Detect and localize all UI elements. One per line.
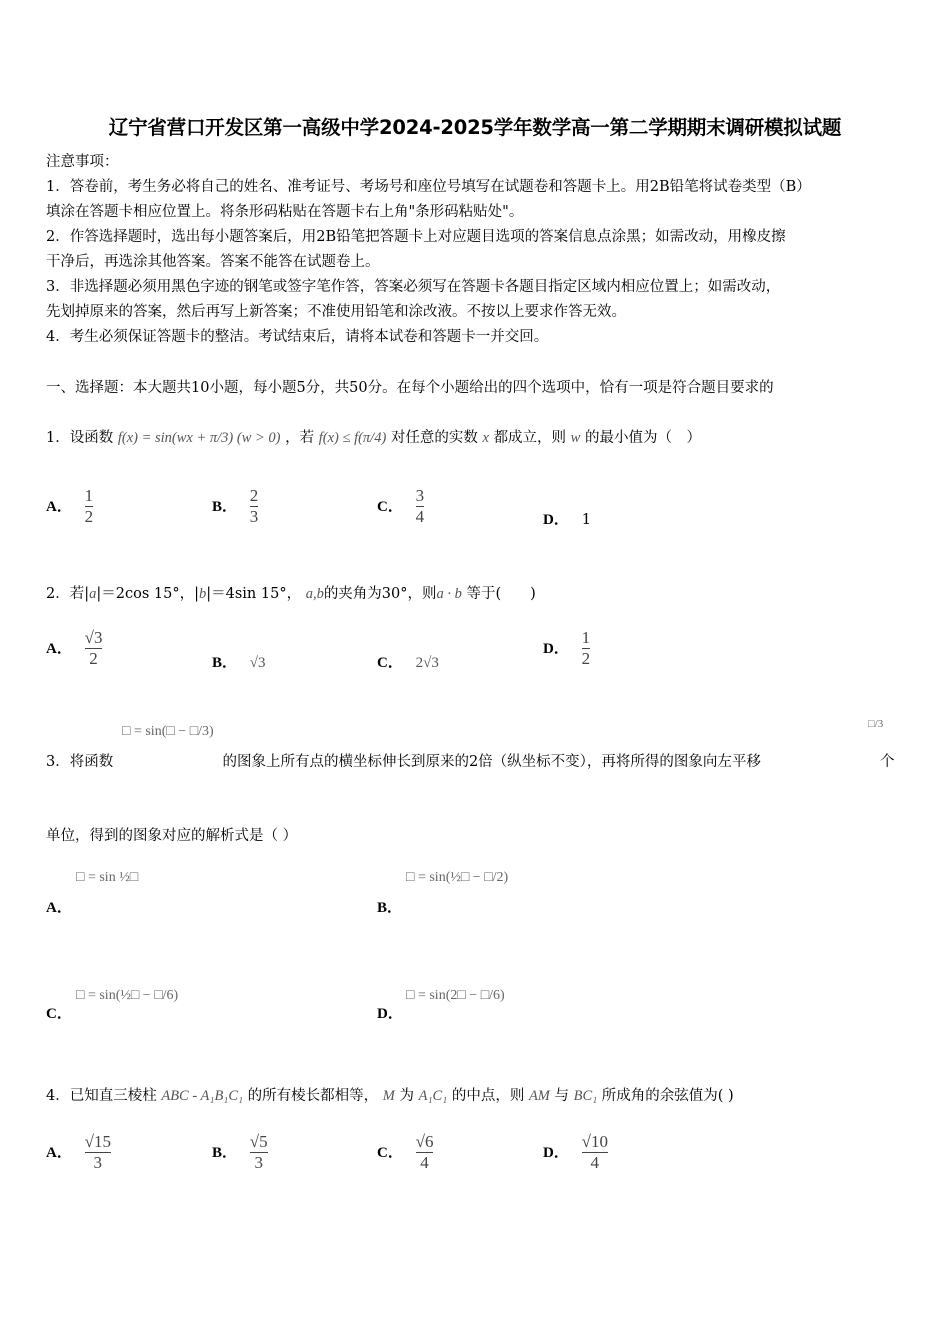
q4-text: 的中点，则: [451, 1088, 525, 1104]
fraction: $\frac{√6}{4}$: [415, 1132, 434, 1172]
q3-option-c[interactable]: [46, 1002, 80, 1023]
q3-option-c-formula: □ = sin(½□ − □/6): [76, 988, 179, 1003]
notice-heading: 注意事项：: [46, 154, 119, 170]
notice-line: 先划掉原来的答案，然后再写上新答案；不准使用铅笔和涂改液。不按以上要求作答无效。: [46, 304, 626, 320]
q3-option-a[interactable]: [46, 896, 80, 917]
q2-text: 2．若|: [46, 586, 90, 602]
section-heading: 一、选择题：本大题共10小题，每小题5分，共50分。在每个小题给出的四个选项中，恰有一项是符合题目要求的: [46, 380, 774, 396]
q4-text: 的所有棱长都相等，: [247, 1088, 379, 1104]
option-label: B．: [212, 498, 238, 515]
q1-inequality-formula: f(x) ≤ f(π/4): [318, 430, 387, 446]
notice-line: 干净后，再选涂其他答案。答案不能答在试题卷上。: [46, 254, 380, 270]
question-3: [46, 750, 761, 771]
q2-option-c[interactable]: [377, 651, 439, 672]
option-label: D．: [543, 512, 569, 528]
option-label: C．: [377, 498, 403, 515]
q1-option-b[interactable]: [212, 486, 258, 527]
q3-option-b[interactable]: [377, 896, 410, 917]
notice-line: 3．非选择题必须用黑色字迹的钢笔或签字笔作答，答案必须写在答题卡各题目指定区域内相应位置上；如需改动，: [46, 279, 781, 295]
fraction: $\frac{1}{2}$: [581, 628, 591, 668]
option-label: C．: [377, 655, 403, 671]
dot-product: a · b: [436, 586, 462, 602]
q4-option-c[interactable]: [377, 1132, 433, 1173]
q1-text: ，若: [285, 430, 315, 446]
q2-text: |＝2cos 15°，|: [96, 586, 199, 602]
q4-point-m: M: [382, 1088, 395, 1104]
option-label: C．: [46, 1006, 72, 1022]
vectors-ab: a,b: [305, 586, 324, 602]
q1-variable-x: x: [482, 430, 489, 446]
page-title: 辽宁省营口开发区第一高级中学2024-2025学年数学高一第二学期期末调研模拟试题: [108, 116, 842, 139]
q2-option-b[interactable]: [212, 651, 266, 672]
option-label: D．: [543, 640, 569, 657]
q3-option-a-formula: □ = sin ½□: [76, 870, 139, 885]
vector-a: a: [89, 586, 97, 602]
q4-segment-a1c1: A₁C₁: [418, 1088, 448, 1104]
q2-option-a[interactable]: [46, 628, 102, 669]
notice-line: 2．作答选择题时，选出每小题答案后，用2B铅笔把答题卡上对应题目选项的答案信息点涂黑；如需改动，用橡皮擦: [46, 229, 786, 245]
fraction: $\frac{√15}{3}$: [84, 1132, 111, 1172]
question-4: [46, 1084, 734, 1105]
fraction: $\frac{2}{3}$: [249, 486, 259, 526]
option-value: 1: [581, 510, 592, 528]
q1-number: 1．设函数: [46, 430, 114, 446]
option-label: A．: [46, 900, 72, 916]
q1-option-a[interactable]: [46, 486, 93, 527]
q1-text: 的最小值为（ ）: [584, 430, 701, 446]
q2-text: 的夹角为30°，则: [323, 586, 437, 602]
q3-function-formula: □ = sin(□ − □/3): [122, 724, 214, 739]
q4-segment-am: AM: [528, 1088, 550, 1104]
notice-line: 4．考生必须保证答题卡的整洁。考试结束后，请将本试卷和答题卡一并交回。: [46, 329, 549, 345]
option-label: B．: [377, 900, 403, 916]
fraction: $\frac{√10}{4}$: [581, 1132, 608, 1172]
q2-text: 等于( ): [466, 586, 536, 602]
q3-option-d[interactable]: [377, 1002, 411, 1023]
q4-text: 与: [554, 1088, 569, 1104]
q3-text: 个: [880, 754, 895, 770]
q4-option-a[interactable]: [46, 1132, 111, 1173]
option-label: D．: [377, 1006, 403, 1022]
option-label: B．: [212, 655, 238, 671]
notice-line: 1．答卷前，考生务必将自己的姓名、准考证号、考场号和座位号填写在试题卷和答题卡上。用2B铅笔将试卷类型（B）: [46, 179, 811, 195]
q4-option-d[interactable]: [543, 1132, 608, 1173]
option-label: B．: [212, 1144, 238, 1161]
q1-text: 对任意的实数: [390, 430, 478, 446]
q4-prism: ABC - A₁B₁C₁: [161, 1088, 244, 1104]
q3-option-b-formula: □ = sin(½□ − □/2): [406, 870, 509, 885]
q3-text-line2: 单位，得到的图象对应的解析式是（ ）: [46, 828, 298, 844]
q1-option-c[interactable]: [377, 486, 424, 527]
q4-segment-bc1: BC₁: [573, 1088, 598, 1104]
fraction: $\frac{√5}{3}$: [249, 1132, 268, 1172]
q3-text: 3．将函数: [46, 754, 114, 770]
fraction: $\frac{√3}{2}$: [84, 628, 103, 668]
question-2: [46, 582, 536, 603]
question-1: [46, 426, 701, 447]
q1-variable-w: w: [570, 430, 581, 446]
fraction: $\frac{3}{4}$: [415, 486, 425, 526]
q4-text: 所成角的余弦值为( ): [601, 1088, 734, 1104]
q3-text: 的图象上所有点的横坐标伸长到原来的2倍（纵坐标不变），再将所得的图象向左平移: [222, 754, 761, 770]
option-label: A．: [46, 640, 72, 657]
q2-option-d[interactable]: [543, 628, 590, 669]
q3-shift-formula: □/3: [868, 718, 884, 730]
notice-line: 填涂在答题卡相应位置上。将条形码粘贴在答题卡右上角"条形码粘贴处"。: [46, 204, 524, 220]
q1-option-d[interactable]: [543, 508, 591, 529]
option-label: A．: [46, 1144, 72, 1161]
option-value: √3: [249, 655, 266, 671]
q4-text: 4．已知直三棱柱: [46, 1088, 157, 1104]
q4-text: 为: [399, 1088, 414, 1104]
option-label: D．: [543, 1144, 569, 1161]
option-value: 2√3: [415, 655, 439, 671]
q1-function-formula: f(x) = sin(wx + π/3) (w > 0): [117, 430, 281, 446]
q1-text: 都成立，则: [493, 430, 567, 446]
option-label: C．: [377, 1144, 403, 1161]
q3-option-d-formula: □ = sin(2□ − □/6): [406, 988, 505, 1003]
vector-b: b: [198, 586, 207, 602]
q4-option-b[interactable]: [212, 1132, 268, 1173]
option-label: A．: [46, 498, 72, 515]
q2-text: |＝4sin 15°，: [206, 586, 302, 602]
fraction: $\frac{1}{2}$: [84, 486, 94, 526]
